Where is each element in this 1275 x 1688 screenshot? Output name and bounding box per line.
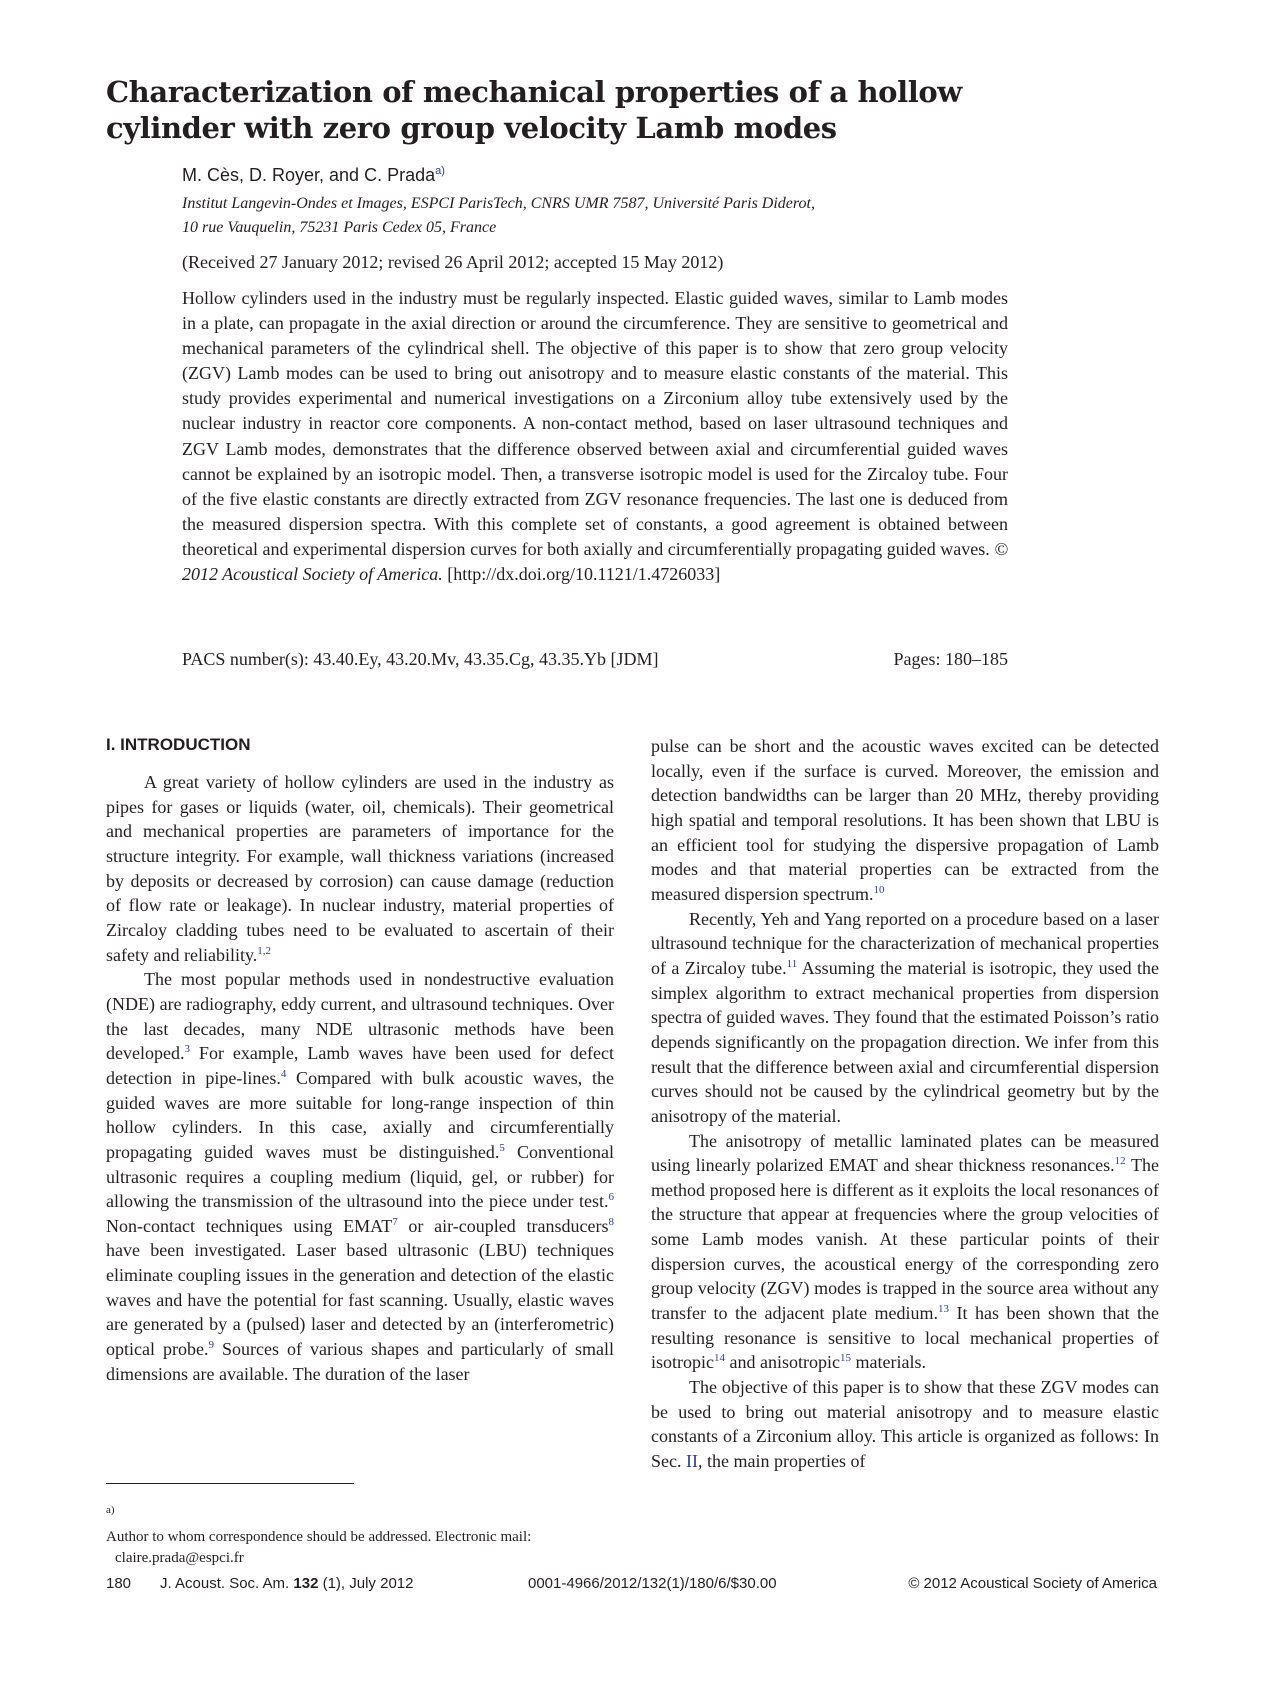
intro-paragraph-2 [106, 967, 614, 1386]
pacs-line [182, 647, 1008, 671]
footer-page-number: 180 [106, 1575, 132, 1592]
text: The anisotropy of metallic laminated plates can be measured using linearly polarized EMAT and shear thickness resonances. [651, 1130, 1159, 1176]
reference-link[interactable]: 1,2 [257, 944, 272, 957]
footer-journal [160, 1575, 413, 1593]
intro-paragraph-5 [651, 1375, 1159, 1474]
reference-link[interactable]: 4 [280, 1067, 287, 1080]
author-footnote-marker[interactable]: a) [435, 165, 445, 177]
right-column [651, 734, 1159, 1474]
abstract-copyright: © 2012 Acoustical Society of America. [182, 538, 1008, 585]
journal-issue: (1), July 2012 [318, 1575, 414, 1592]
footnote-marker: a) [106, 1504, 115, 1516]
title-line-1: Characterization of mechanical properties of a hollow [106, 75, 962, 109]
section-heading-introduction: I. INTRODUCTION [106, 735, 251, 754]
journal-volume: 132 [293, 1575, 319, 1592]
text: It has been shown that the resulting resonance is sensitive to local mechanical properties of isotropic [651, 1303, 1160, 1373]
text: materials. [850, 1352, 926, 1373]
intro-paragraph-4 [651, 1129, 1159, 1376]
pacs-numbers: PACS number(s): 43.40.Ey, 43.20.Mv, 43.35.Cg, 43.35.Yb [JDM] [182, 649, 659, 669]
affiliation-line-1: Institut Langevin-Ondes et Images, ESPCI ParisTech, CNRS UMR 7587, Université Paris Diderot, [182, 195, 815, 212]
text: Sources of various shapes and particularly of small dimensions are available. The duration of the laser [106, 1339, 614, 1384]
intro-paragraph-3 [651, 907, 1159, 1129]
footer-copyright: © 2012 Acoustical Society of America [908, 1575, 1157, 1592]
reference-link[interactable]: 11 [786, 957, 798, 970]
affiliation [182, 192, 815, 240]
footnote-divider [106, 1483, 354, 1484]
text: Recently, Yeh and Yang reported on a procedure based on a laser ultrasound technique for the characterization of mechanical properties of a Zircaloy tube. [651, 908, 1159, 978]
reference-link[interactable]: 3 [184, 1043, 190, 1056]
author-list [182, 164, 445, 186]
text: The objective of this paper is to show that these ZGV modes can be used to bring out material anisotropy and to measure elastic constants of a Zirconium alloy. This article is organized as follows: In Sec. [651, 1377, 1159, 1472]
affiliation-line-2: 10 rue Vauquelin, 75231 Paris Cedex 05, France [182, 219, 497, 236]
text: Assuming the material is isotropic, they used the simplex algorithm to extract mechanical properties from dispersion spectra of guided waves. They found that the estimated Poisson’s ratio depends significantly on the propagation direction. We infer from this result that the difference between axial and circumferential dispersion curves should not be caused by the cylindrical geometry but by the anisotropy of the material. [651, 957, 1159, 1126]
text: have been investigated. Laser based ultrasonic (LBU) techniques eliminate coupling issues in the generation and detection of the elastic waves and have the potential for fast scanning. Usually, elastic waves are generated by a (pulsed) laser and detected by an (interferometric) optical probe. [106, 1240, 614, 1360]
text: and anisotropic [725, 1352, 840, 1373]
text: Non-contact techniques using EMAT [106, 1215, 393, 1236]
text: Compared with bulk acoustic waves, the guided waves are more suitable for long-range inspection of thin hollow cylinders. In this case, axially and circumferentially propagating guided waves must be distinguished. [106, 1067, 614, 1162]
article-title [106, 74, 1186, 146]
text: The most popular methods used in nondestructive evaluation (NDE) are radiography, eddy current, and ultrasound techniques. Over the last decades, many NDE ultrasonic methods have been developed. [106, 969, 614, 1064]
journal-name: J. Acoust. Soc. Am. [160, 1575, 294, 1592]
reference-link[interactable]: 9 [208, 1339, 214, 1352]
text: The method proposed here is different as it exploits the local resonances of the structure that appear at frequencies where the group velocities of some Lamb modes vanish. At these particular points of their dispersion curves, the acoustical energy of the corresponding zero group velocity (ZGV) modes is trapped in the source area without any transfer to the adjacent plate medium. [651, 1155, 1159, 1324]
section-link[interactable]: II [686, 1451, 698, 1472]
text: or air-coupled transducers [397, 1215, 609, 1236]
text: Conventional ultrasonic requires a coupling medium (liquid, gel, or rubber) for allowing the transmission of the ultrasound into the piece under test. [106, 1141, 614, 1212]
abstract-text: Hollow cylinders used in the industry must be regularly inspected. Elastic guided waves, similar to Lamb modes in a plate, can propagate in the axial direction or around the circumference. They are sensitive to geometrical and mechanical parameters of the cylindrical shell. The objective of this paper is to show that zero group velocity (ZGV) Lamb modes can be used to bring out anisotropy and to measure elastic constants of the material. This study provides experimental and numerical investigations on a Zirconium alloy tube extensively used by the nuclear industry in reactor core components. A non-contact method, based on laser ultrasound techniques and ZGV Lamb modes, demonstrates that the difference observed between axial and circumferential guided waves cannot be explained by an isotropic model. Then, a transverse isotropic model is used for the Zircaloy tube. Four of the five elastic constants are directly extracted from ZGV resonance frequencies. The last one is deduced from the measured dispersion spectra. With this complete set of constants, a good agreement is obtained between theoretical and experimental dispersion curves for both axially and circumferentially propagating guided waves. [182, 288, 1008, 559]
doi-link[interactable]: [http://dx.doi.org/10.1121/1.4726033] [447, 564, 721, 585]
text: For example, Lamb waves have been used for defect detection in pipe-lines. [106, 1043, 614, 1088]
text: A great variety of hollow cylinders are used in the industry as pipes for gases or liquids (water, oil, chemicals). Their geometrical and mechanical properties are parameters of importance for the structure integrity. For example, wall thickness variations (increased by deposits or decreased by corrosion) can cause damage (reduction of flow rate or leakage). In nuclear industry, material properties of Zircaloy cladding tubes need to be evaluated to ascertain of their safety and reliability. [106, 772, 614, 965]
text: , the main properties of [698, 1451, 866, 1472]
left-column [106, 770, 614, 1386]
reference-link[interactable]: 5 [499, 1141, 505, 1154]
reference-link[interactable]: 8 [608, 1215, 614, 1228]
reference-link[interactable]: 6 [608, 1191, 614, 1204]
received-dates: (Received 27 January 2012; revised 26 April 2012; accepted 15 May 2012) [182, 252, 724, 272]
footnote-line-1 [106, 1506, 614, 1548]
footer-issn: 0001-4966/2012/132(1)/180/6/$30.00 [528, 1575, 777, 1592]
reference-link[interactable]: 12 [1114, 1155, 1126, 1168]
title-line-2: cylinder with zero group velocity Lamb modes [106, 111, 837, 145]
intro-paragraph-1 [106, 770, 614, 967]
reference-link[interactable]: 15 [839, 1352, 851, 1365]
reference-link[interactable]: 14 [714, 1352, 725, 1365]
reference-link[interactable]: 10 [873, 883, 885, 896]
author-names: M. Cès, D. Royer, and C. Prada [182, 165, 436, 185]
author-footnote [106, 1506, 614, 1569]
reference-link[interactable]: 7 [392, 1215, 398, 1228]
reference-link[interactable]: 13 [937, 1303, 949, 1316]
footnote-text: Author to whom correspondence should be addressed. Electronic mail: [106, 1529, 532, 1545]
intro-paragraph-2-continued [651, 734, 1159, 907]
abstract [182, 286, 1008, 587]
footnote-email[interactable]: claire.prada@espci.fr [115, 1550, 244, 1566]
text: pulse can be short and the acoustic waves excited can be detected locally, even if the surface is curved. Moreover, the emission and detection bandwidths can be larger than 20 MHz, thereby providing high spatial and temporal resolutions. It has been shown that LBU is an efficient tool for studying the dispersive propagation of Lamb modes and that material properties can be extracted from the measured dispersion spectrum. [651, 736, 1159, 904]
page-range: Pages: 180–185 [893, 649, 1008, 669]
